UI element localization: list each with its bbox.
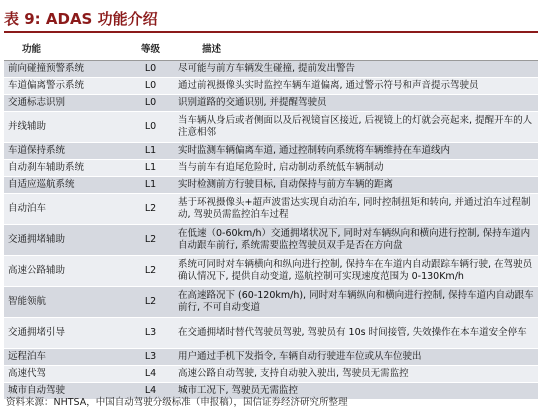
description-cell: 尽可能与前方车辆发生碰撞, 提前发出警告	[174, 61, 538, 78]
description-cell: 在高速路况下 (60-120km/h), 同时对车辆纵向和横向进行控制, 保持车道内自动跟车前行, 不可自动变道	[174, 287, 538, 318]
table-row	[4, 194, 538, 225]
level-cell: L4	[127, 366, 174, 383]
function-cell: 并线辅助	[4, 112, 127, 143]
description-cell: 识别道路的交通识别, 并提醒驾驶员	[174, 95, 538, 112]
description-cell: 城市工况下, 驾驶员无需监控	[174, 383, 538, 400]
level-cell: L0	[127, 78, 174, 95]
function-cell: 远程泊车	[4, 349, 127, 366]
level-cell: L2	[127, 256, 174, 287]
table-row	[4, 366, 538, 383]
description-cell: 基于环视摄像头+超声波雷达实现自动泊车, 同时控制扭矩和转向, 并通过泊车过程制动, 驾驶员需监控泊车过程	[174, 194, 538, 225]
level-cell: L0	[127, 112, 174, 143]
function-cell: 交通拥堵引导	[4, 318, 127, 349]
table-row	[4, 160, 538, 177]
description-cell: 当车辆从身后或者侧面以及后视镜盲区接近, 后视镜上的灯就会亮起来, 提醒开车的人注意相邻	[174, 112, 538, 143]
table-row	[4, 287, 538, 318]
description-cell: 在低速（0-60km/h）交通拥堵状况下, 同时对车辆纵向和横向进行控制, 保持车道内自动跟车前行, 系统需要监控驾驶员双手是否在方向盘	[174, 225, 538, 256]
level-cell: L1	[127, 177, 174, 194]
table-row	[4, 256, 538, 287]
function-cell: 交通标志识别	[4, 95, 127, 112]
level-cell: L2	[127, 225, 174, 256]
table-row	[4, 61, 538, 78]
level-cell: L2	[127, 287, 174, 318]
level-cell: L4	[127, 383, 174, 400]
function-cell: 车道保持系统	[4, 143, 127, 160]
level-cell: L3	[127, 349, 174, 366]
description-cell: 系统可同时对车辆横向和纵向进行控制, 保持车在车道内自动跟踪车辆行驶, 在驾驶员确认情况下, 提供自动变道, 巡航控制可实现速度范围为 0-130Km/h	[174, 256, 538, 287]
function-cell: 交通拥堵辅助	[4, 225, 127, 256]
function-cell: 自动泊车	[4, 194, 127, 225]
function-cell: 城市自动驾驶	[4, 383, 127, 400]
table-title: 表 9: ADAS 功能介绍	[4, 10, 158, 28]
table-body	[4, 61, 538, 400]
table-row	[4, 95, 538, 112]
level-cell: L0	[127, 95, 174, 112]
function-cell: 自动刹车辅助系统	[4, 160, 127, 177]
level-cell: L2	[127, 194, 174, 225]
description-cell: 当与前车有追尾危险时, 启动制动系统低车辆制动	[174, 160, 538, 177]
table-row	[4, 143, 538, 160]
function-cell: 高速公路辅助	[4, 256, 127, 287]
table-row	[4, 78, 538, 95]
table-row	[4, 225, 538, 256]
description-cell: 实时监测车辆偏离车道, 通过控制转向系统将车辆维持在车道线内	[174, 143, 538, 160]
description-cell: 在交通拥堵时替代驾驶员驾驶, 驾驶员有 10s 时间接管, 失效操作在本车道安全停车	[174, 318, 538, 349]
header-function: 功能	[4, 36, 127, 61]
source-note: 资料来源：NHTSA，中国自动驾驶分级标准（申报稿），国信证券经济研究所整理	[6, 397, 348, 408]
level-cell: L3	[127, 318, 174, 349]
level-cell: L1	[127, 160, 174, 177]
function-cell: 车道偏离警示系统	[4, 78, 127, 95]
description-cell: 通过前视摄像头实时监控车辆车道偏离, 通过警示符号和声音提示驾驶员	[174, 78, 538, 95]
table-row	[4, 177, 538, 194]
description-cell: 用户通过手机下发指令, 车辆自动行驶进车位或从车位驶出	[174, 349, 538, 366]
function-cell: 自适应巡航系统	[4, 177, 127, 194]
table-row	[4, 349, 538, 366]
function-cell: 高速代驾	[4, 366, 127, 383]
function-cell: 智能领航	[4, 287, 127, 318]
table-row	[4, 112, 538, 143]
adas-function-table	[4, 36, 538, 400]
level-cell: L1	[127, 143, 174, 160]
title-divider	[4, 31, 538, 33]
function-cell: 前向碰撞预警系统	[4, 61, 127, 78]
header-description: 描述	[174, 36, 538, 61]
header-level: 等级	[127, 36, 174, 61]
description-cell: 实时检测前方行驶目标, 自动保持与前方车辆的距离	[174, 177, 538, 194]
description-cell: 高速公路自动驾驶, 支持自动驶入驶出, 驾驶员无需监控	[174, 366, 538, 383]
table-row	[4, 318, 538, 349]
level-cell: L0	[127, 61, 174, 78]
table-header-row	[4, 36, 538, 61]
